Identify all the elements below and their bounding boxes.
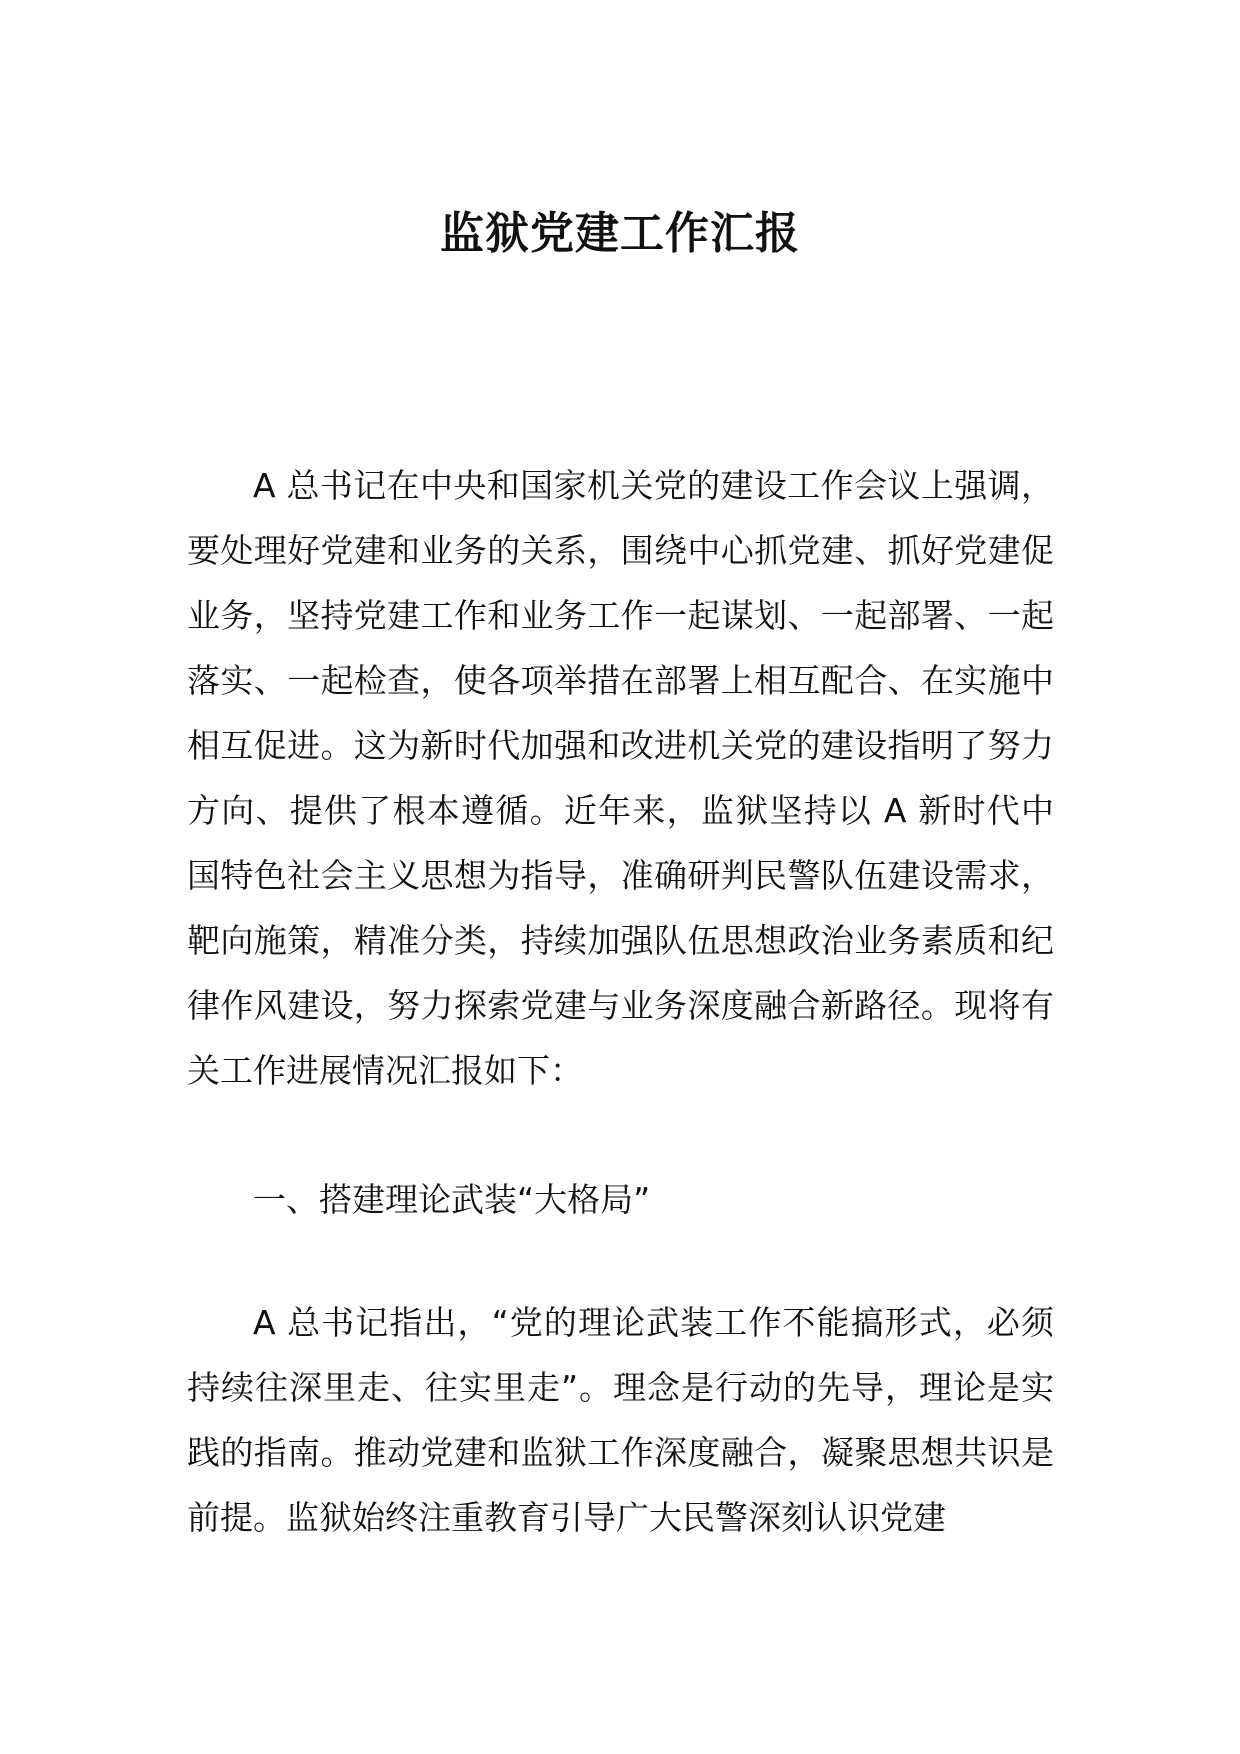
section-heading: 一、搭建理论武装“大格局” bbox=[253, 1180, 651, 1219]
section-paragraph: A 总书记指出，“党的理论武装工作不能搞形式，必须持续往深里走、往实里走”。理念是行动的先导，理论是实践的指南。推动党建和监狱工作深度融合，凝聚思想共识是前提。监狱始终注重教育引导广大民警深刻认识党建 bbox=[187, 1303, 1054, 1537]
document-title: 监狱党建工作汇报 bbox=[440, 208, 800, 259]
intro-paragraph: A 总书记在中央和国家机关党的建设工作会议上强调，要处理好党建和业务的关系，围绕中心抓党建、抓好党建促业务，坚持党建工作和业务工作一起谋划、一起部署、一起落实、一起检查，使各项举措在部署上相互配合、在实施中相互促进。这为新时代加强和改进机关党的建设指明了努力方向、提供了根本遵循。近年来，监狱坚持以 A 新时代中国特色社会主义思想为指导，准确研判民警队伍建设需求，靶向施策，精准分类，持续加强队伍思想政治业务素质和纪律作风建设，努力探索党建与业务深度融合新路径。现将有关工作进展情况汇报如下： bbox=[187, 466, 1054, 1090]
